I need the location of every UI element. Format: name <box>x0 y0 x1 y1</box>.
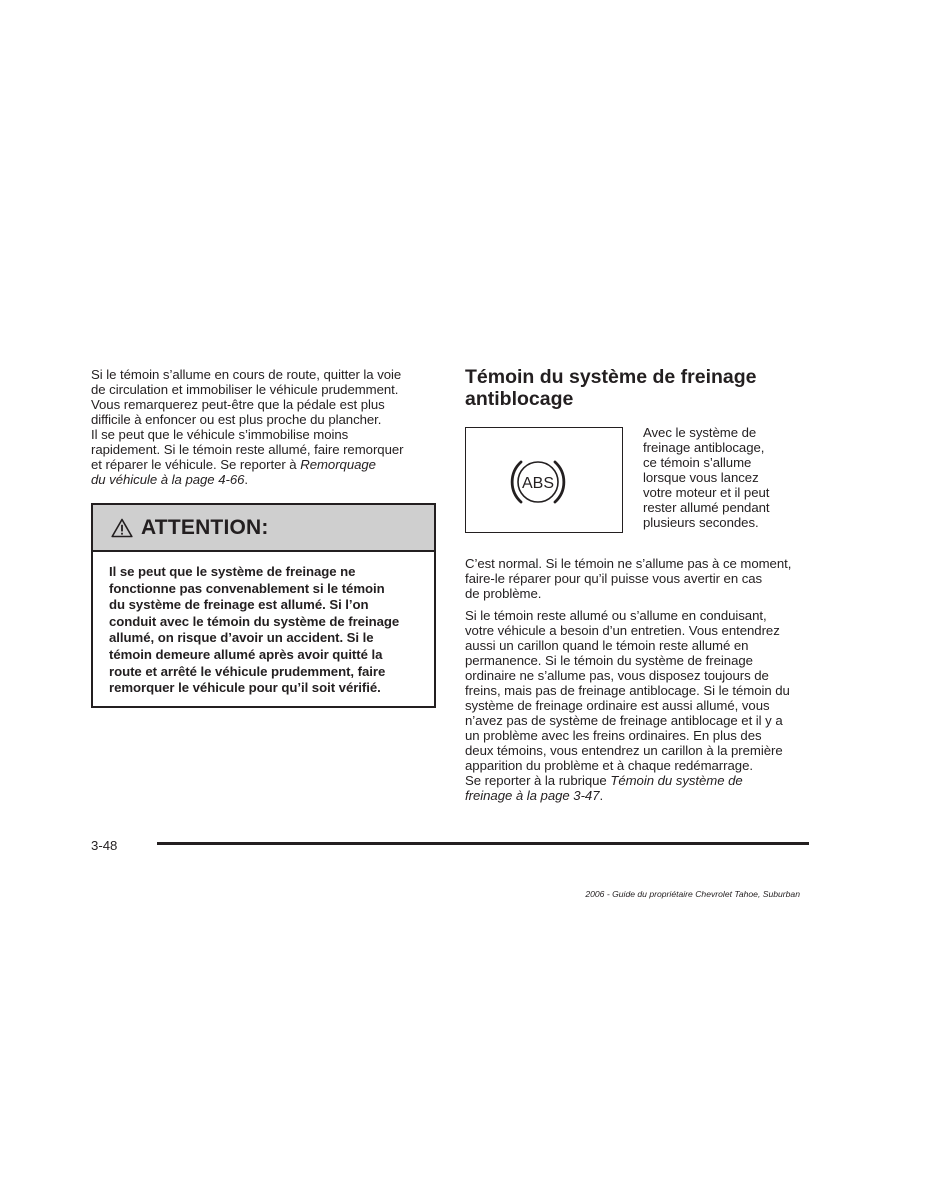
attention-line: Il se peut que le système de freinage ne <box>109 564 356 579</box>
right-paragraph-line: C’est normal. Si le témoin ne s’allume pas à ce moment, <box>465 556 792 571</box>
caption-line: freinage antiblocage, <box>643 440 765 455</box>
right-paragraph-line: Se reporter à la rubrique <box>465 773 611 788</box>
right-paragraph-line: un problème avec les freins ordinaires. En plus des <box>465 728 762 743</box>
caption-line: lorsque vous lancez <box>643 470 759 485</box>
attention-title: ATTENTION: <box>141 515 269 539</box>
right-paragraph-line: système de freinage ordinaire est aussi allumé, vous <box>465 698 770 713</box>
right-paragraph-line: faire-le réparer pour qu’il puisse vous avertir en cas <box>465 571 763 586</box>
footer-divider <box>157 842 809 845</box>
right-paragraph-line: deux témoins, vous entendrez un carillon à la première <box>465 743 783 758</box>
right-paragraph-1 <box>465 556 815 601</box>
right-paragraph-line: freins, mais pas de freinage antiblocage. Si le témoin du <box>465 683 790 698</box>
abs-warning-light-icon <box>466 428 622 532</box>
left-paragraph-line: de circulation et immobiliser le véhicule prudemment. <box>91 382 399 397</box>
left-paragraph-line: et réparer le véhicule. Se reporter à <box>91 457 301 472</box>
figure-caption <box>643 425 813 530</box>
right-paragraph-line: de problème. <box>465 586 542 601</box>
section-heading <box>465 366 815 410</box>
caption-line: Avec le système de <box>643 425 757 440</box>
section-heading-line: antiblocage <box>465 388 574 410</box>
page-number: 3-48 <box>91 838 118 853</box>
reference-suffix: . <box>599 788 604 803</box>
left-column <box>91 367 436 487</box>
attention-line: route et arrêté le véhicule prudemment, faire <box>109 663 386 679</box>
attention-callout <box>91 503 436 708</box>
attention-header <box>93 505 434 552</box>
caption-line: votre moteur et il peut <box>643 485 770 500</box>
cross-reference-link[interactable]: freinage à la page 3-47 <box>465 788 600 803</box>
abs-warning-light-figure <box>465 427 623 533</box>
left-paragraph-line: Vous remarquerez peut-être que la pédale est plus <box>91 397 385 412</box>
right-paragraph-line: aussi un carillon quand le témoin reste allumé en <box>465 638 749 653</box>
right-paragraph-line: ordinaire ne s’allume pas, vous disposez toujours de <box>465 668 769 683</box>
attention-line: remorquer le véhicule pour qu’il soit vérifié. <box>109 680 381 696</box>
left-paragraph-line: Si le témoin s’allume en cours de route, quitter la voie <box>91 367 402 382</box>
attention-line: du système de freinage est allumé. Si l’on <box>109 597 369 613</box>
caption-line: rester allumé pendant <box>643 500 770 515</box>
right-paragraph-line: apparition du problème et à chaque redémarrage. <box>465 758 753 773</box>
right-paragraph-line: Si le témoin reste allumé ou s’allume en conduisant, <box>465 608 767 623</box>
right-paragraph-line: permanence. Si le témoin du système de freinage <box>465 653 753 668</box>
attention-line: allumé, on risque d’avoir un accident. Si le <box>109 630 374 646</box>
reference-suffix: . <box>244 472 249 487</box>
footer-note: 2006 - Guide du propriétaire Chevrolet Tahoe, Suburban <box>585 889 800 899</box>
left-paragraph <box>91 367 436 487</box>
attention-body <box>93 552 434 697</box>
caption-line: plusieurs secondes. <box>643 515 759 530</box>
right-paragraph-line: votre véhicule a besoin d’un entretien. Vous entendrez <box>465 623 780 638</box>
section-heading-line: Témoin du système de freinage <box>465 366 757 388</box>
attention-line: conduit avec le témoin du système de freinage <box>109 613 400 629</box>
left-paragraph-line: rapidement. Si le témoin reste allumé, faire remorquer <box>91 442 404 457</box>
left-paragraph-line: Il se peut que le véhicule s’immobilise moins <box>91 427 349 442</box>
attention-line: fonctionne pas convenablement si le témoin <box>109 580 385 596</box>
right-paragraph-line: n’avez pas de système de freinage antiblocage et il y a <box>465 713 783 728</box>
right-column-heading-block <box>465 366 815 410</box>
caption-line: ce témoin s’allume <box>643 455 752 470</box>
cross-reference-link[interactable]: Témoin du système de <box>610 773 743 788</box>
abs-icon-label: ABS <box>521 475 555 492</box>
right-column-body <box>465 556 815 803</box>
warning-triangle-icon <box>111 518 133 538</box>
cross-reference-link[interactable]: Remorquage <box>300 457 376 472</box>
cross-reference-link[interactable]: du véhicule à la page 4-66 <box>91 472 245 487</box>
right-paragraph-2 <box>465 608 815 803</box>
attention-line: témoin demeure allumé après avoir quitté la <box>109 646 383 662</box>
left-paragraph-line: difficile à enfoncer ou est plus proche du plancher. <box>91 412 382 427</box>
